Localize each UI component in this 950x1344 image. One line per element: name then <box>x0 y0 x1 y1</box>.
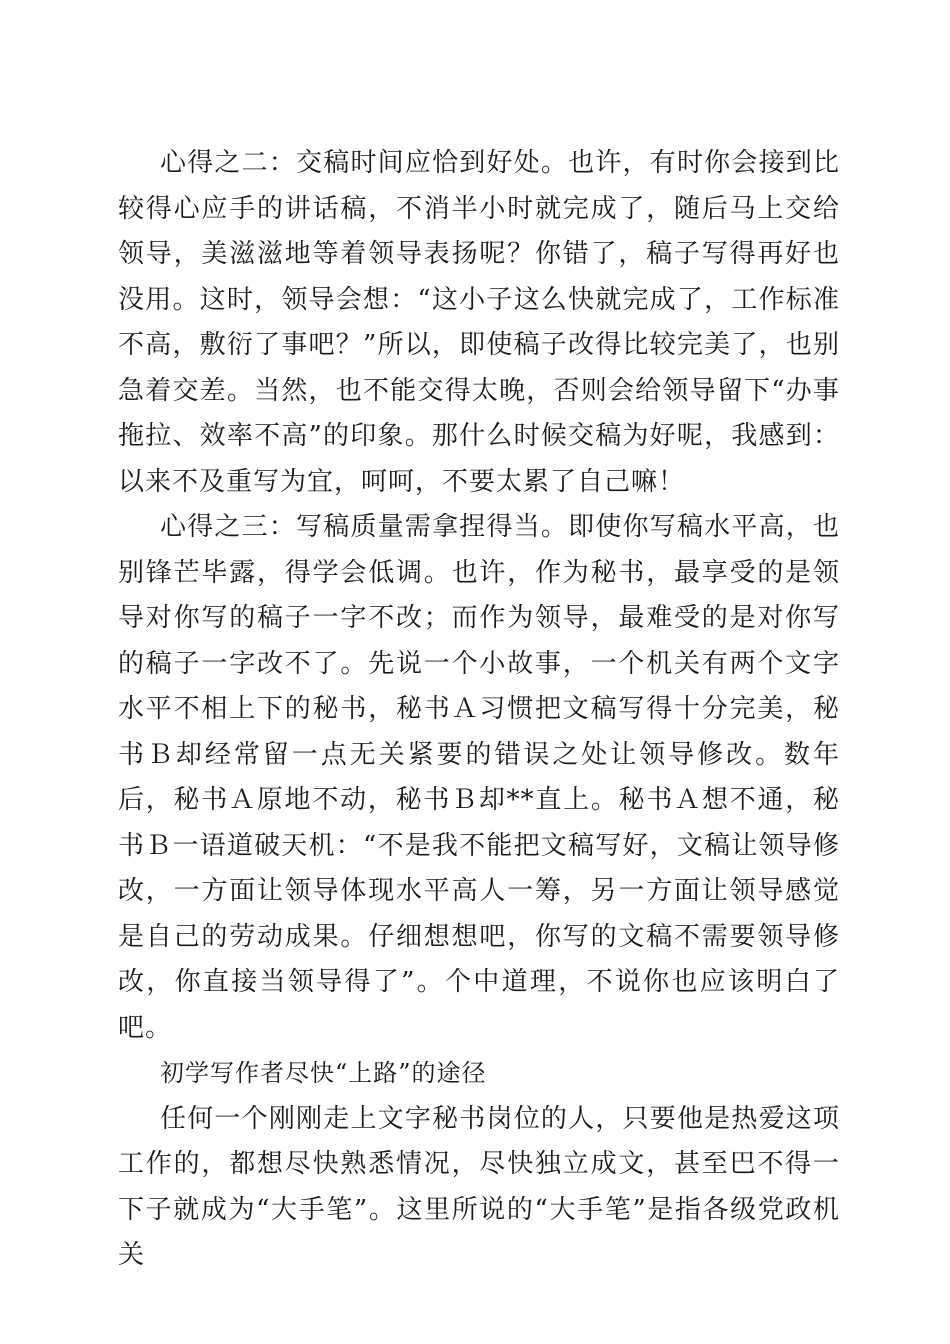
paragraph-insight-three: 心得之三：写稿质量需拿捏得当。即使你写稿水平高，也别锋芒毕露，得学会低调。也许，作为秘书，最享受的是领导对你写的稿子一字不改；而作为领导，最难受的是对你写的稿子一字改不了。先说一个小故事，一个机关有两个文字水平不相上下的秘书，秘书Ａ习惯把文稿写得十分完美，秘书Ｂ却经常留一点无关紧要的错误之处让领导修改。数年后，秘书Ａ原地不动，秘书Ｂ却**直上。秘书Ａ想不通，秘书Ｂ一语道破天机：“不是我不能把文稿写好，文稿让领导修改，一方面让领导体现水平高人一筹，另一方面让领导感觉是自己的劳动成果。仔细想想吧，你写的文稿不需要领导修改，你直接当领导得了”。个中道理，不说你也应该明白了吧。 <box>118 512 840 1043</box>
paragraph-beginner-path: 任何一个刚刚走上文字秘书岗位的人，只要他是热爱这项工作的，都想尽快熟悉情况，尽快独立成文，甚至巴不得一下子就成为“大手笔”。这里所说的“大手笔”是指各级党政机关 <box>118 1103 840 1270</box>
document-body <box>118 141 840 1279</box>
section-heading: 初学写作者尽快“上路”的途径 <box>160 1059 487 1087</box>
paragraph-insight-two: 心得之二：交稿时间应恰到好处。也许，有时你会接到比较得心应手的讲话稿，不消半小时就完成了，随后马上交给领导，美滋滋地等着领导表扬呢？你错了，稿子写得再好也没用。这时，领导会想：“这小子这么快就完成了，工作标准不高，敷衍了事吧？”所以，即使稿子改得比较完美了，也别急着交差。当然，也不能交得太晚，否则会给领导留下“办事拖拉、效率不高”的印象。那什么时候交稿为好呢，我感到：以来不及重写为宜，呵呵，不要太累了自己嘛！ <box>118 148 840 497</box>
